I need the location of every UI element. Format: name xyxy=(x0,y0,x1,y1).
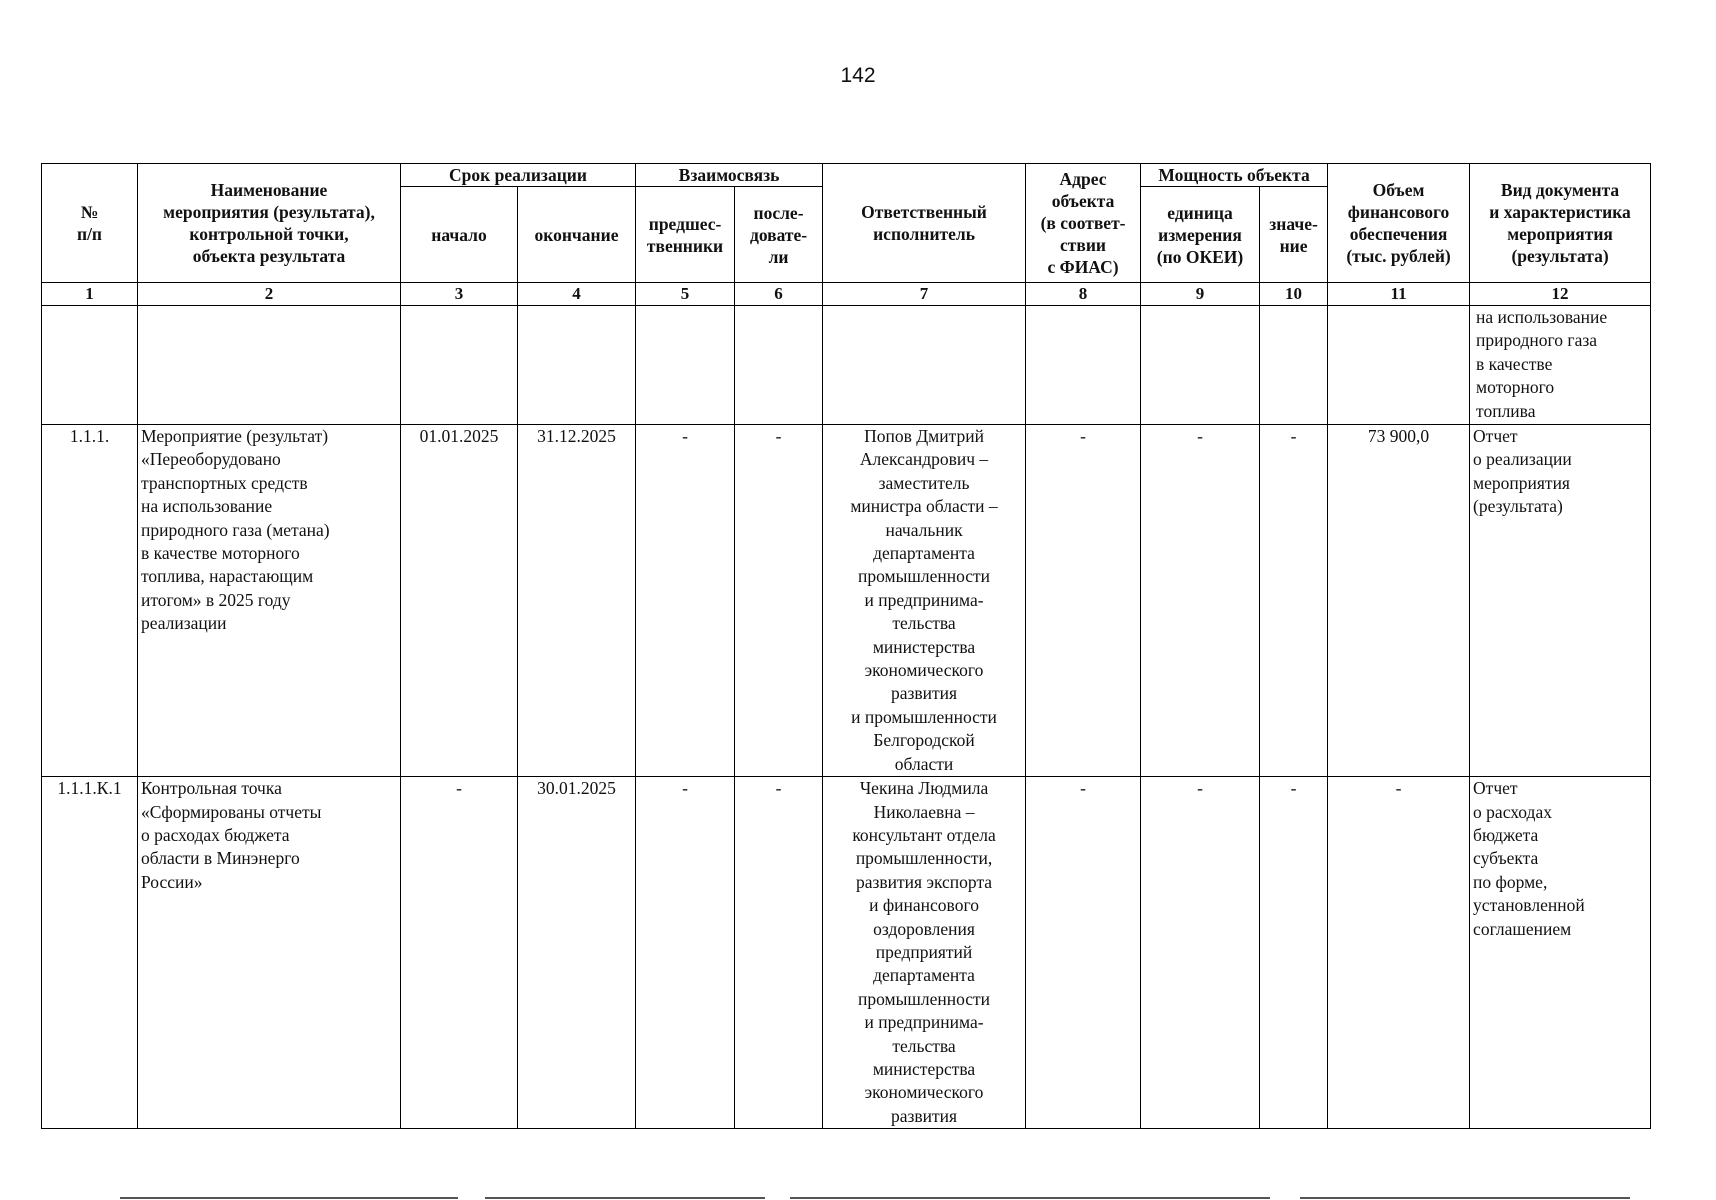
header-end: окончание xyxy=(518,187,636,283)
column-number: 10 xyxy=(1260,283,1328,306)
activities-table xyxy=(41,163,1651,1129)
cell-value: - xyxy=(1260,777,1328,1129)
cell-predecessors: - xyxy=(636,425,735,777)
header-value: значе- ние xyxy=(1260,187,1328,283)
column-number: 8 xyxy=(1026,283,1141,306)
column-number: 12 xyxy=(1470,283,1651,306)
column-number: 7 xyxy=(823,283,1026,306)
cell-address xyxy=(1026,306,1141,425)
footer-rule xyxy=(120,1197,458,1199)
column-number: 11 xyxy=(1328,283,1470,306)
header-unit: единица измерения (по ОКЕИ) xyxy=(1141,187,1260,283)
page-number: 142 xyxy=(840,64,876,87)
header-implementation-period: Срок реализации xyxy=(401,164,636,187)
column-number: 4 xyxy=(518,283,636,306)
header-activity-name: Наименование мероприятия (результата), контрольной точки, объекта результата xyxy=(138,164,401,283)
column-number: 9 xyxy=(1141,283,1260,306)
cell-value: - xyxy=(1260,425,1328,777)
cell-activity-name: Контрольная точка «Сформированы отчеты о расходах бюджета области в Минэнерго России» xyxy=(138,777,401,1129)
column-number: 1 xyxy=(42,283,138,306)
cell-end-date: 31.12.2025 xyxy=(518,425,636,777)
cell-unit xyxy=(1141,306,1260,425)
cell-number: 1.1.1.К.1 xyxy=(42,777,138,1129)
footer-rule xyxy=(790,1197,1270,1199)
table-row xyxy=(42,425,1651,777)
table-row xyxy=(42,306,1651,425)
cell-predecessors: - xyxy=(636,777,735,1129)
cell-unit: - xyxy=(1141,425,1260,777)
cell-number xyxy=(42,306,138,425)
header-financing-volume: Объем финансового обеспечения (тыс. рублей) xyxy=(1328,164,1470,283)
footer-rule xyxy=(485,1197,765,1199)
cell-start-date xyxy=(401,306,518,425)
table-row xyxy=(42,777,1651,1129)
cell-end-date: 30.01.2025 xyxy=(518,777,636,1129)
column-number: 2 xyxy=(138,283,401,306)
cell-number: 1.1.1. xyxy=(42,425,138,777)
column-number: 3 xyxy=(401,283,518,306)
cell-address: - xyxy=(1026,425,1141,777)
header-object-capacity: Мощность объекта xyxy=(1141,164,1328,187)
header-successors: после- довате- ли xyxy=(735,187,823,283)
column-number: 5 xyxy=(636,283,735,306)
cell-financing: 73 900,0 xyxy=(1328,425,1470,777)
cell-start-date: - xyxy=(401,777,518,1129)
header-object-address: Адрес объекта (в соответ- ствии с ФИАС) xyxy=(1026,164,1141,283)
header-document-type: Вид документа и характеристика мероприятия (результата) xyxy=(1470,164,1651,283)
cell-responsible: Попов Дмитрий Александрович – заместитель министра области – начальник департамента промышленности и предпринима- тельства министерства экономического развития и промышленности Белгородской области xyxy=(823,425,1026,777)
footer-rule xyxy=(1300,1197,1630,1199)
cell-predecessors xyxy=(636,306,735,425)
cell-successors: - xyxy=(735,425,823,777)
cell-address: - xyxy=(1026,777,1141,1129)
cell-document-type: на использование природного газа в качестве моторного топлива xyxy=(1470,306,1651,425)
header-start: начало xyxy=(401,187,518,283)
cell-document-type: Отчет о реализации мероприятия (результата) xyxy=(1470,425,1651,777)
cell-activity-name: Мероприятие (результат) «Переоборудовано транспортных средств на использование природного газа (метана) в качестве моторного топлива, нарастающим итогом» в 2025 году реализации xyxy=(138,425,401,777)
cell-responsible xyxy=(823,306,1026,425)
header-relationship: Взаимосвязь xyxy=(636,164,823,187)
cell-financing xyxy=(1328,306,1470,425)
cell-successors xyxy=(735,306,823,425)
header-number: № п/п xyxy=(42,164,138,283)
header-responsible: Ответственный исполнитель xyxy=(823,164,1026,283)
header-predecessors: предшес- твенники xyxy=(636,187,735,283)
cell-value xyxy=(1260,306,1328,425)
cell-financing: - xyxy=(1328,777,1470,1129)
column-number: 6 xyxy=(735,283,823,306)
cell-start-date: 01.01.2025 xyxy=(401,425,518,777)
cell-document-type: Отчет о расходах бюджета субъекта по форме, установленной соглашением xyxy=(1470,777,1651,1129)
cell-activity-name xyxy=(138,306,401,425)
cell-responsible: Чекина Людмила Николаевна – консультант отдела промышленности, развития экспорта и финансового оздоровления предприятий департамента промышленности и предпринима- тельства министерства экономического развития xyxy=(823,777,1026,1129)
cell-successors: - xyxy=(735,777,823,1129)
cell-unit: - xyxy=(1141,777,1260,1129)
cell-end-date xyxy=(518,306,636,425)
